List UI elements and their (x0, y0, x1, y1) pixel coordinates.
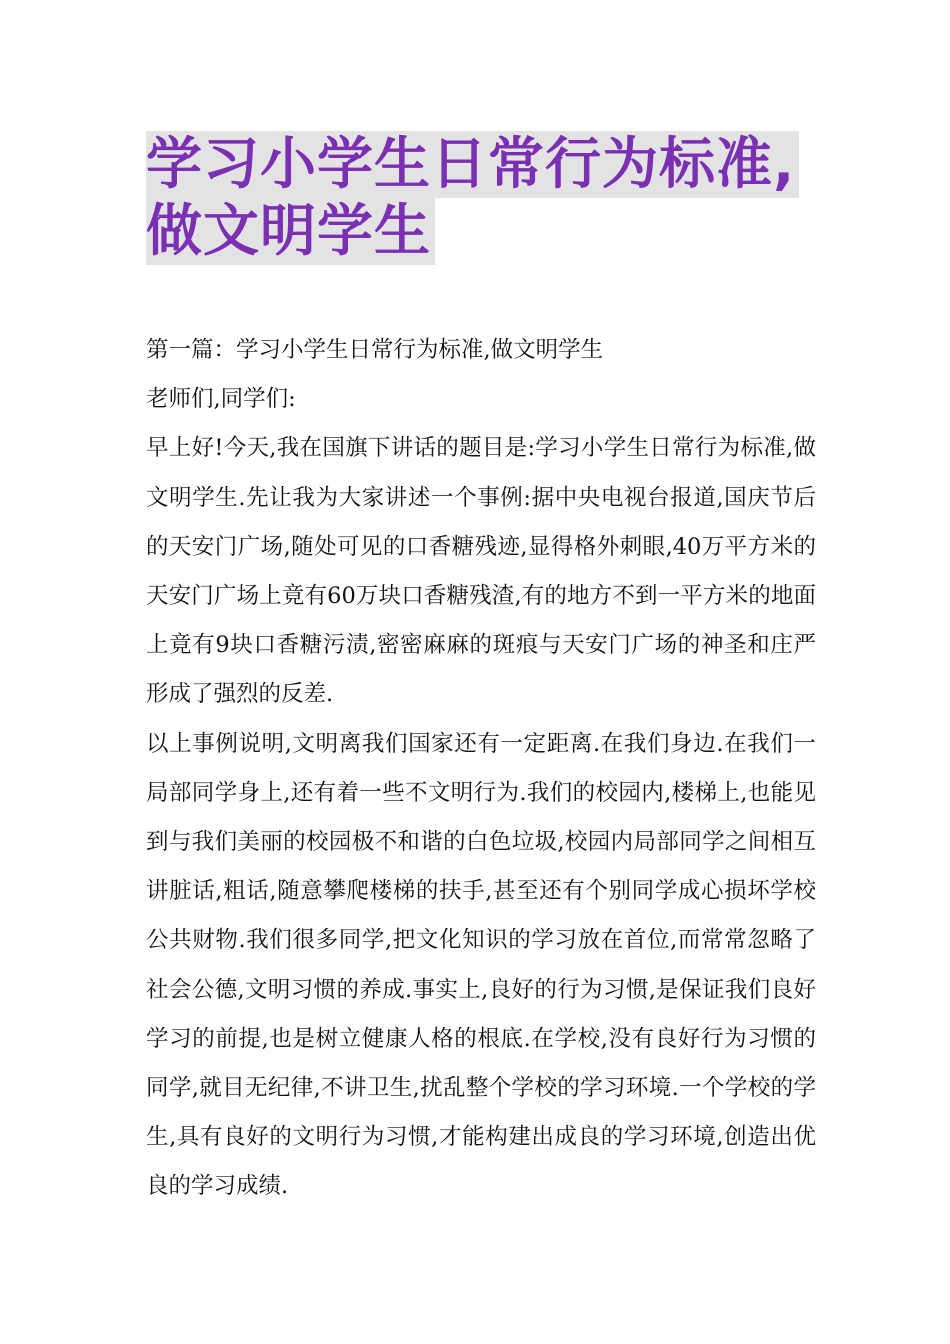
document-body (146, 326, 816, 1212)
paragraph-1: 早上好!今天,我在国旗下讲话的题目是:学习小学生日常行为标准,做文明学生.先让我为大家讲述一个事例:据中央电视台报道,国庆节后的天安门广场,随处可见的口香糖残迹,显得格外刺眼,40万平方米的天安门广场上竟有60万块口香糖残渣,有的地方不到一平方米的地面上竟有9块口香糖污渍,密密麻麻的斑痕与天安门广场的神圣和庄严形成了强烈的反差. (146, 435, 816, 708)
paragraph-2: 以上事例说明,文明离我们国家还有一定距离.在我们身边.在我们一局部同学身上,还有着一些不文明行为.我们的校园内,楼梯上,也能见到与我们美丽的校园极不和谐的白色垃圾,校园内局部同学之间相互讲脏话,粗话,随意攀爬楼梯的扶手,甚至还有个别同学成心损坏学校公共财物.我们很多同学,把文化知识的学习放在首位,而常常忽略了社会公德,文明习惯的养成.事实上,良好的行为习惯,是保证我们良好学习的前提,也是树立健康人格的根底.在学校,没有良好行为习惯的同学,就目无纪律,不讲卫生,扰乱整个学校的学习环境.一个学校的学生,具有良好的文明行为习惯,才能构建出成良的学习环境,创造出优良的学习成绩. (146, 730, 816, 1200)
document-title (146, 131, 826, 265)
salutation: 老师们,同学们: (146, 386, 296, 413)
title-line-1: 学习小学生日常行为标准, (146, 131, 799, 198)
title-line-2: 做文明学生 (146, 198, 435, 265)
section-heading: 第一篇：学习小学生日常行为标准,做文明学生 (146, 337, 604, 363)
